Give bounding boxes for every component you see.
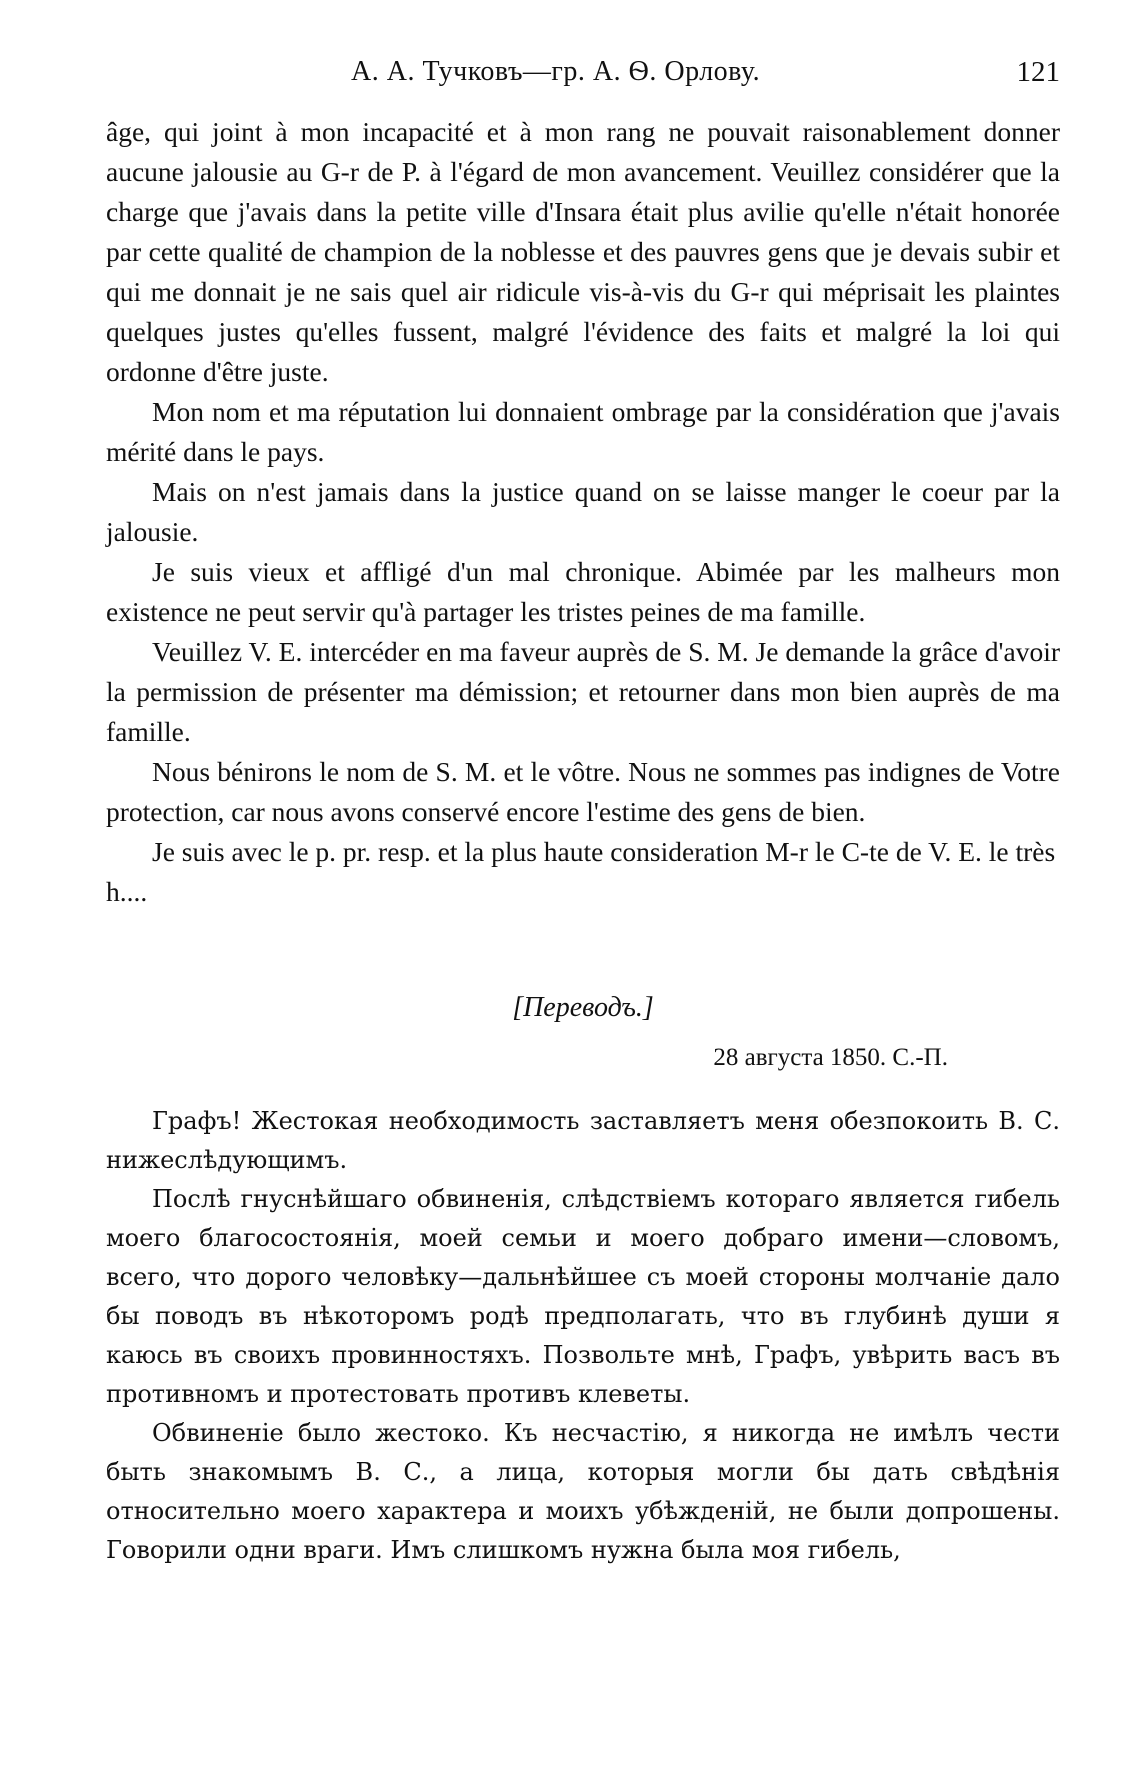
russian-paragraph-3: Обвиненіе было жестоко. Къ несчастію, я никогда не имѣлъ чести быть знакомымъ В. С., а лица, которыя могли бы дать свѣдѣнія относительно моего характера и моихъ убѣжденій, не были допрошены. Говорили одни враги. Имъ слишкомъ нужна была моя гибель, (106, 1419, 1060, 1564)
french-paragraph-2: Mon nom et ma réputation lui donnaient ombrage par la considération que j'avais mérité dans le pays. (106, 396, 1060, 467)
russian-translation (106, 1102, 1060, 1570)
french-paragraph-1: âge, qui joint à mon incapacité et à mon rang ne pouvait raisonablement donner aucune jalousie au G-r de P. à l'égard de mon avancement. Veuillez considérer que la charge que j'avais dans la petite ville d'Insara était plus avilie qu'elle n'était honorée par cette qualité de champion de la noblesse et des pauvres gens que je devais subir et qui me donnait je ne sais quel air ridicule vis-à-vis du G-r qui méprisait les plaintes quelques justes qu'elles fussent, malgré l'évidence des faits et malgré la loi qui ordonne d'être juste. (106, 116, 1060, 387)
translation-date: 28 августа 1850. С.-П. (713, 1044, 948, 1071)
book-page (106, 52, 1060, 1782)
french-paragraph-6: Nous bénirons le nom de S. M. et le vôtre. Nous ne sommes pas indignes de Votre protection, car nous avons conservé encore l'estime des gens de bien. (106, 756, 1060, 827)
french-letter (106, 112, 1060, 912)
running-title: А. А. Тучковъ—гр. А. Ѳ. Орлову. (351, 56, 761, 87)
running-header (106, 52, 1060, 102)
page-number: 121 (1016, 56, 1060, 88)
french-paragraph-4: Je suis vieux et affligé d'un mal chronique. Abimée par les malheurs mon existence ne peut servir qu'à partager les tristes peines de ma famille. (106, 556, 1060, 627)
french-signoff: Je suis avec le p. pr. resp. et la plus haute consideration M-r le C-te de V. E. le très h.... (106, 836, 1056, 907)
french-paragraph-5: Veuillez V. E. intercéder en ma faveur auprès de S. M. Je demande la grâce d'avoir la permission de présenter ma démission; et retourner dans mon bien auprès de ma famille. (106, 636, 1060, 747)
french-paragraph-3: Mais on n'est jamais dans la justice quand on se laisse manger le coeur par la jalousie. (106, 476, 1060, 547)
russian-paragraph-1: Графъ! Жестокая необходимость заставляетъ меня обезпокоить В. С. нижеслѣдующимъ. (106, 1107, 1060, 1174)
translation-heading: [Переводъ.] (512, 992, 654, 1023)
russian-paragraph-2: Послѣ гнуснѣйшаго обвиненія, слѣдствіемъ котораго является гибель моего благосостоянія, моей семьи и моего добраго имени—словомъ, всего, что дорого человѣку—дальнѣйшее съ моей стороны молчаніе дало бы поводъ въ нѣкоторомъ родѣ предполагать, что въ глубинѣ души я каюсь въ своихъ провинностяхъ. Позвольте мнѣ, Графъ, увѣрить васъ въ противномъ и протестовать противъ клеветы. (106, 1185, 1060, 1408)
